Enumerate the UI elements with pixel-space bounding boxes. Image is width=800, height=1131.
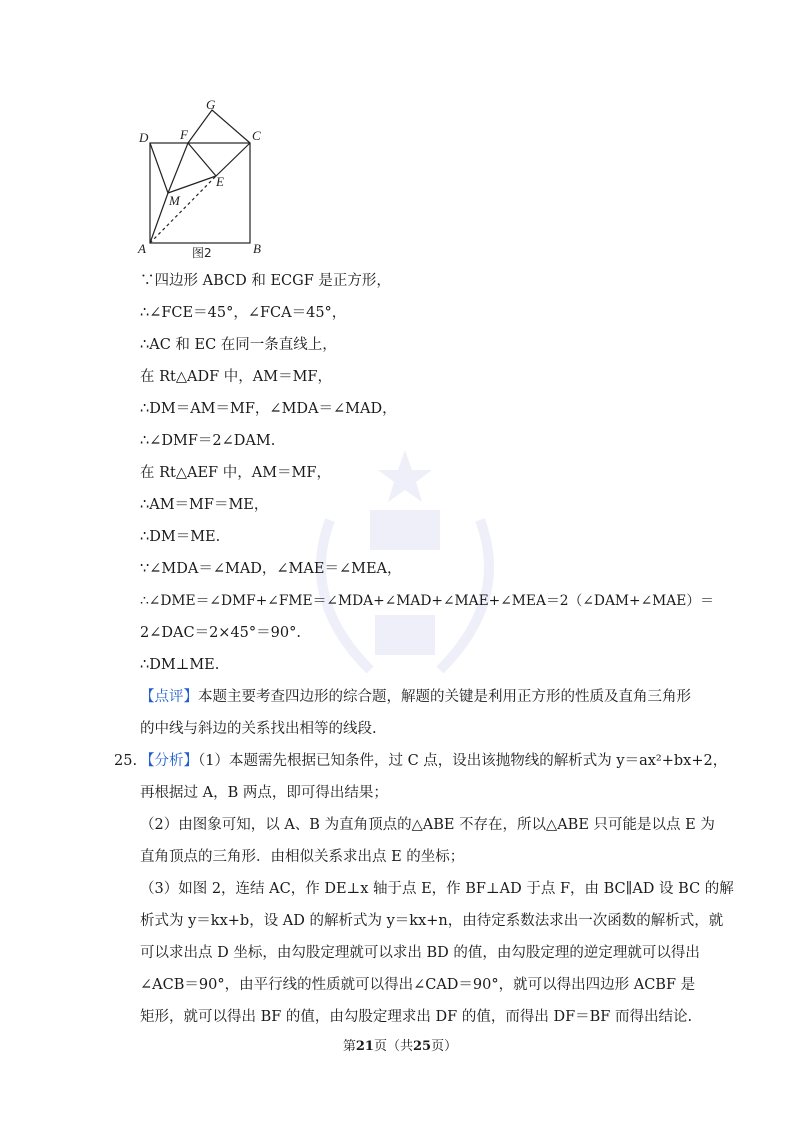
square-ecgf-top bbox=[188, 110, 250, 143]
analysis-line-1 bbox=[140, 751, 727, 771]
analysis-text-7: 可以求出点 D 坐标，由勾股定理就可以求出 BD 的值，由勾股定理的逆定理就可以得出 bbox=[140, 945, 700, 961]
analysis-text-3: （2）由图象可知，以 A、B 为直角顶点的△ABE 不存在，所以△ABE 只可能是以点 E 为 bbox=[140, 817, 715, 833]
proof-line: ∴AM＝MF＝ME， bbox=[140, 497, 269, 513]
proof-line: ∴∠DMF＝2∠DAM. bbox=[140, 433, 276, 449]
proof-line: 在 Rt△ADF 中，AM＝MF， bbox=[140, 369, 332, 385]
proof-line: ∴∠FCE＝45°，∠FCA＝45°， bbox=[140, 305, 347, 321]
geometry-figure bbox=[136, 98, 276, 260]
comment-text-1: 本题主要考查四边形的综合题，解题的关键是利用正方形的性质及直角三角形 bbox=[198, 689, 691, 705]
segment-am bbox=[150, 193, 168, 243]
analysis-text-4: 直角顶点的三角形．由相似关系求出点 E 的坐标； bbox=[140, 849, 465, 865]
proof-line: ∵四边形 ABCD 和 ECGF 是正方形， bbox=[140, 273, 391, 289]
proof-line: ∴DM＝AM＝MF，∠MDA＝∠MAD， bbox=[140, 401, 397, 417]
proof-line: ∴∠DME＝∠DMF+∠FME＝∠MDA+∠MAD+∠MAE+∠MEA＝2（∠DAM+∠MAE）＝ bbox=[140, 593, 714, 609]
label-a: A bbox=[138, 241, 146, 256]
footer-mid: 页（共 bbox=[373, 1039, 413, 1054]
analysis-text-6: 析式为 y＝kx+b，设 AD 的解析式为 y＝kx+n，由待定系数法求出一次函数的解析式，就 bbox=[140, 913, 724, 929]
question-number: 25. bbox=[114, 753, 138, 769]
label-d: D bbox=[139, 130, 149, 145]
analysis-text-9: 矩形，就可以得出 BF 的值，由勾股定理求出 DF 的值，而得出 DF＝BF 而得出结论. bbox=[140, 1009, 693, 1025]
figure-caption: 图2 bbox=[192, 246, 212, 260]
proof-line: 在 Rt△AEF 中，AM＝MF， bbox=[140, 465, 331, 481]
footer-post: 页） bbox=[431, 1039, 458, 1054]
comment-text-2: 的中线与斜边的关系找出相等的线段. bbox=[140, 721, 377, 737]
proof-line: 2∠DAC＝2×45°＝90°. bbox=[140, 625, 301, 641]
comment-tag: 【点评】 bbox=[140, 689, 198, 705]
footer-total-pages: 25 bbox=[413, 1039, 432, 1054]
proof-line: ∴AC 和 EC 在同一条直线上， bbox=[140, 337, 337, 353]
analysis-text-5: （3）如图 2，连结 AC，作 DE⊥x 轴于点 E，作 BF⊥AD 于点 F，由 BC∥AD 设 BC 的解 bbox=[140, 881, 734, 897]
proof-line: ∴DM⊥ME. bbox=[140, 657, 220, 673]
proof-line: ∴DM＝ME. bbox=[140, 529, 221, 545]
page-footer bbox=[0, 1035, 800, 1054]
comment-line-1 bbox=[140, 687, 691, 707]
square-ecgf-bottom bbox=[188, 143, 250, 176]
footer-page-number: 21 bbox=[355, 1039, 374, 1054]
proof-line: ∵∠MDA＝∠MAD，∠MAE＝∠MEA， bbox=[140, 561, 402, 577]
label-f: F bbox=[180, 127, 188, 142]
analysis-tag: 【分析】 bbox=[140, 753, 198, 769]
footer-pre: 第 bbox=[342, 1039, 356, 1054]
analysis-text-8: ∠ACB＝90°，由平行线的性质就可以得出∠CAD＝90°，就可以得出四边形 ACBF 是 bbox=[140, 977, 696, 993]
segment-dm bbox=[150, 143, 168, 193]
label-c: C bbox=[252, 128, 261, 143]
segment-ae-dashed bbox=[150, 176, 216, 243]
analysis-text-1: （1）本题需先根据已知条件，过 C 点，设出该抛物线的解析式为 y＝ax²+bx+2， bbox=[198, 753, 728, 769]
label-g: G bbox=[206, 98, 216, 112]
segment-me bbox=[168, 176, 216, 193]
analysis-text-2: 再根据过 A，B 两点，即可得出结果； bbox=[140, 785, 388, 801]
segment-fm bbox=[168, 143, 188, 193]
label-e: E bbox=[216, 174, 224, 189]
label-b: B bbox=[253, 241, 261, 256]
label-m: M bbox=[169, 193, 180, 208]
